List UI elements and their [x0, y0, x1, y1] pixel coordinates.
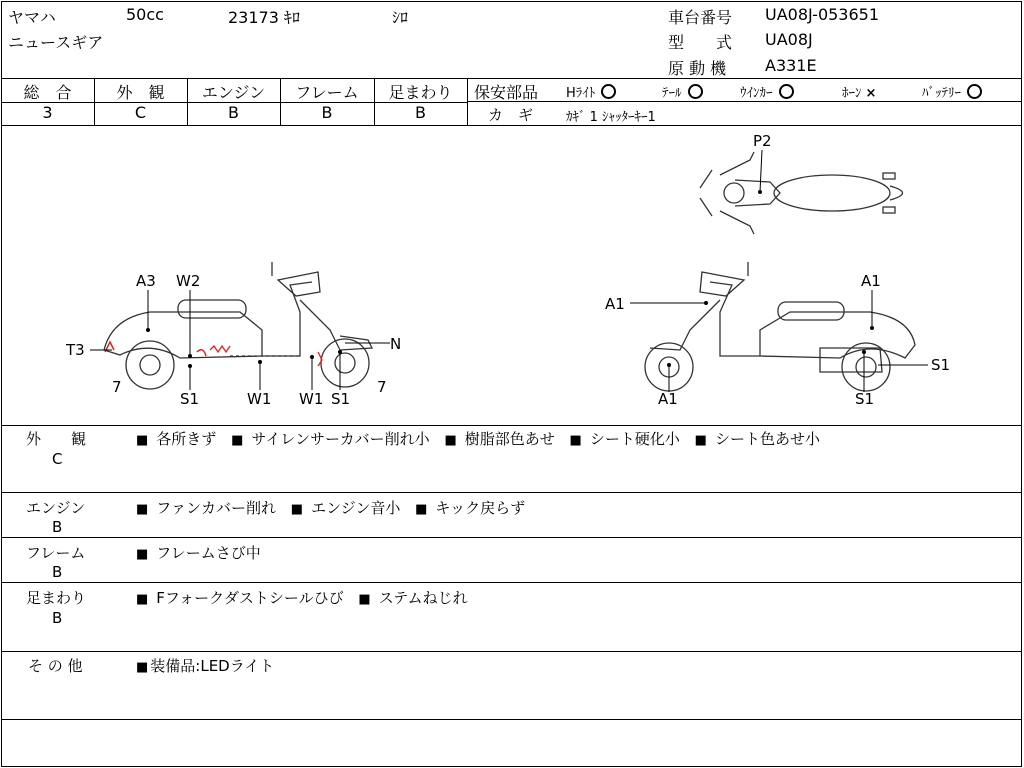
maker: ヤマハ	[8, 8, 56, 27]
note-exterior-label: 外 観	[26, 430, 87, 448]
safety-headlight: Hﾗｲﾄ	[566, 82, 616, 101]
engine-type: A331E	[765, 56, 817, 75]
note-suspension-items: ■ Fフォークダストシールひび ■ ステムねじれ	[136, 589, 468, 607]
note-engine-items: ■ ファンカバー削れ ■ エンジン音小 ■ キック戻らず	[136, 499, 526, 517]
notes-divider	[1, 651, 1021, 652]
grade-suspension-label: 足まわり	[388, 83, 453, 102]
label-7-left: 7	[112, 378, 122, 396]
grade-suspension-value: B	[415, 103, 426, 122]
label-a1-top-right: A1	[861, 272, 881, 290]
engine-label: 原 動 機	[668, 59, 727, 78]
mileage: 23173 ｷﾛ	[228, 8, 300, 27]
notes-divider	[1, 537, 1021, 538]
label-a3: A3	[136, 272, 156, 290]
grade-frame-label: フレーム	[295, 83, 359, 102]
label-w1-a: W1	[247, 390, 272, 408]
grade-col-div	[467, 78, 468, 125]
label-n: N	[390, 335, 402, 353]
ok-mark-icon	[779, 84, 794, 99]
note-other-items: ■ 装備品:LEDライト	[136, 657, 275, 675]
label-w1-b: W1	[299, 390, 324, 408]
note-frame-items: ■ フレームさび中	[136, 544, 261, 562]
label-s1-a: S1	[180, 390, 200, 408]
safety-divider	[467, 101, 1021, 102]
grade-exterior-label: 外 観	[116, 83, 165, 102]
note-frame-grade: B	[52, 563, 63, 581]
label-a1-top-left: A1	[605, 295, 625, 313]
damage-mark-icon	[197, 350, 206, 356]
frame-no-label: 車台番号	[668, 8, 733, 27]
safety-taillight: ﾃｰﾙ	[662, 82, 703, 101]
displacement: 50cc	[126, 5, 164, 24]
model-name: ニュースギア	[8, 33, 104, 52]
ok-mark-icon	[967, 84, 982, 99]
notes-divider	[1, 582, 1021, 583]
note-exterior-grade: C	[52, 450, 63, 468]
label-s1-b: S1	[331, 390, 351, 408]
scooter-damage-diagram	[0, 124, 1024, 424]
ng-mark-icon: ×	[865, 86, 877, 101]
ok-mark-icon	[688, 84, 703, 99]
note-engine-grade: B	[52, 518, 63, 536]
model-type: UA08J	[765, 30, 813, 49]
label-w2: W2	[176, 272, 201, 290]
safety-winker: ｳｲﾝｶｰ	[740, 82, 794, 101]
note-suspension-grade: B	[52, 609, 63, 627]
notes-top	[1, 425, 1021, 426]
grade-overall-value: 3	[42, 103, 53, 122]
grade-overall-label: 総 合	[23, 83, 72, 102]
note-exterior-items: ■ 各所きず ■ サイレンサーカバー削れ小 ■ 樹脂部色あせ ■ シート硬化小 ■ シート色あせ小	[136, 430, 820, 448]
type-label: 型 式	[668, 33, 733, 52]
label-s1-bottom: S1	[855, 390, 875, 408]
grade-engine-label: エンジン	[201, 83, 266, 102]
label-t3: T3	[66, 341, 85, 359]
label-a1-bottom: A1	[658, 390, 678, 408]
key-label: カ ギ	[488, 106, 534, 124]
notes-divider	[1, 492, 1021, 493]
grade-engine-value: B	[228, 103, 239, 122]
ok-mark-icon	[601, 84, 616, 99]
grade-exterior-value: C	[134, 103, 147, 122]
key-value: ｶｷﾞ 1 ｼｬｯﾀｰｷｰ1	[566, 110, 656, 125]
label-s1-right: S1	[931, 356, 951, 374]
safety-label: 保安部品	[474, 83, 539, 102]
note-engine-label: エンジン	[26, 499, 86, 517]
safety-battery: ﾊﾞｯﾃﾘｰ	[922, 82, 982, 101]
label-7-right: 7	[377, 378, 387, 396]
damage-mark-icon	[210, 346, 230, 352]
scooter-top-view	[700, 152, 903, 234]
note-frame-label: フレーム	[26, 544, 86, 562]
body-color: ｼﾛ	[392, 8, 409, 27]
grade-table-top	[1, 78, 1021, 79]
notes-bottom	[1, 719, 1021, 720]
label-p2: P2	[753, 132, 772, 150]
frame-no: UA08J-053651	[765, 5, 880, 24]
grade-frame-value: B	[321, 103, 333, 122]
note-suspension-label: 足まわり	[26, 589, 87, 607]
note-other-label: そ の 他	[28, 657, 83, 675]
safety-horn: ﾎｰﾝ ×	[842, 86, 877, 101]
